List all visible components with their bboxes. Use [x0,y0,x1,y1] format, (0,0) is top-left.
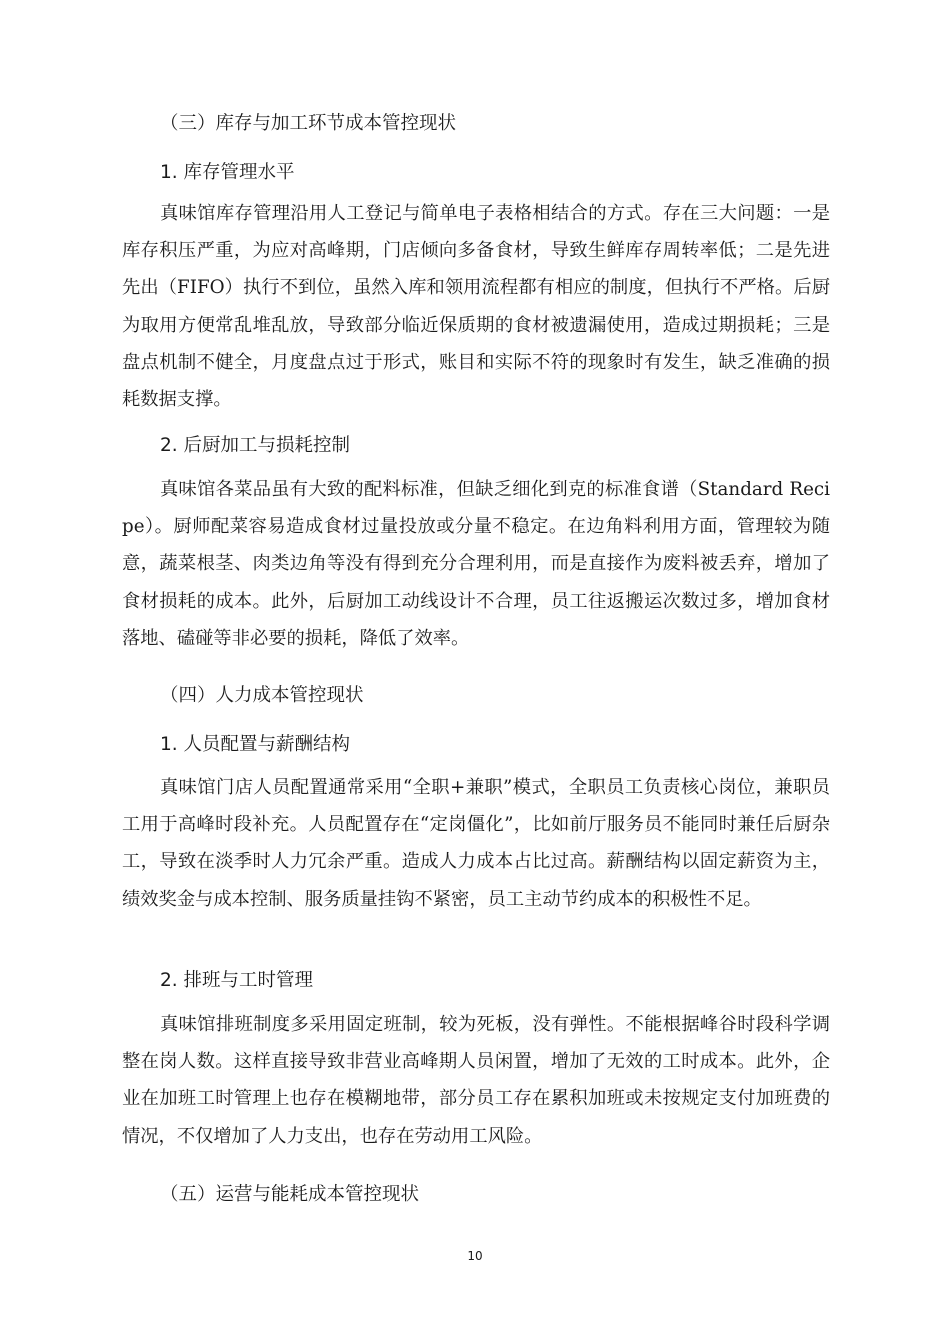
subsection-heading-staffing-salary: 1. 人员配置与薪酬结构 [160,734,351,755]
section-heading-labor-cost: （四）人力成本管控现状 [160,685,364,706]
subsection-heading-kitchen-processing: 2. 后厨加工与损耗控制 [160,435,351,456]
subsection-heading-inventory-management: 1. 库存管理水平 [160,162,295,183]
paragraph-inventory-management: 真味馆库存管理沿用人工登记与简单电子表格相结合的方式。存在三大问题：一是库存积压严重，为应对高峰期，门店倾向多备食材，导致生鲜库存周转率低；二是先进先出（FIFO）执行不到位，虽然入库和领用流程都有相应的制度，但执行不严格。后厨为取用方便常乱堆乱放，导致部分临近保质期的食材被遗漏使用，造成过期损耗；三是盘点机制不健全，月度盘点过于形式，账目和实际不符的现象时有发生，缺乏准确的损耗数据支撑。 [122,203,830,411]
section-heading-inventory-processing: （三）库存与加工环节成本管控现状 [160,113,457,134]
section-heading-operations-energy: （五）运营与能耗成本管控现状 [160,1184,420,1205]
paragraph-staffing-salary: 真味馆门店人员配置通常采用“全职+兼职”模式，全职员工负责核心岗位，兼职员工用于高峰时段补充。人员配置存在“定岗僵化”，比如前厅服务员不能同时兼任后厨杂工，导致在淡季时人力冗余严重。造成人力成本占比过高。薪酬结构以固定薪资为主，绩效奖金与成本控制、服务质量挂钩不紧密，员工主动节约成本的积极性不足。 [122,777,830,910]
paragraph-scheduling: 真味馆排班制度多采用固定班制，较为死板，没有弹性。不能根据峰谷时段科学调整在岗人数。这样直接导致非营业高峰期人员闲置，增加了无效的工时成本。此外，企业在加班工时管理上也存在模糊地带，部分员工存在累积加班或未按规定支付加班费的情况，不仅增加了人力支出，也存在劳动用工风险。 [122,1014,830,1147]
paragraph-kitchen-processing: 真味馆各菜品虽有大致的配料标准，但缺乏细化到克的标准食谱（Standard Recipe）。厨师配菜容易造成食材过量投放或分量不稳定。在边角料利用方面，管理较为随意，蔬菜根茎、肉类边角等没有得到充分合理利用，而是直接作为废料被丢弃，增加了食材损耗的成本。此外，后厨加工动线设计不合理，员工往返搬运次数过多，增加食材落地、磕碰等非必要的损耗，降低了效率。 [122,479,830,649]
subsection-heading-scheduling: 2. 排班与工时管理 [160,970,314,991]
page-number: 10 [467,1249,483,1263]
